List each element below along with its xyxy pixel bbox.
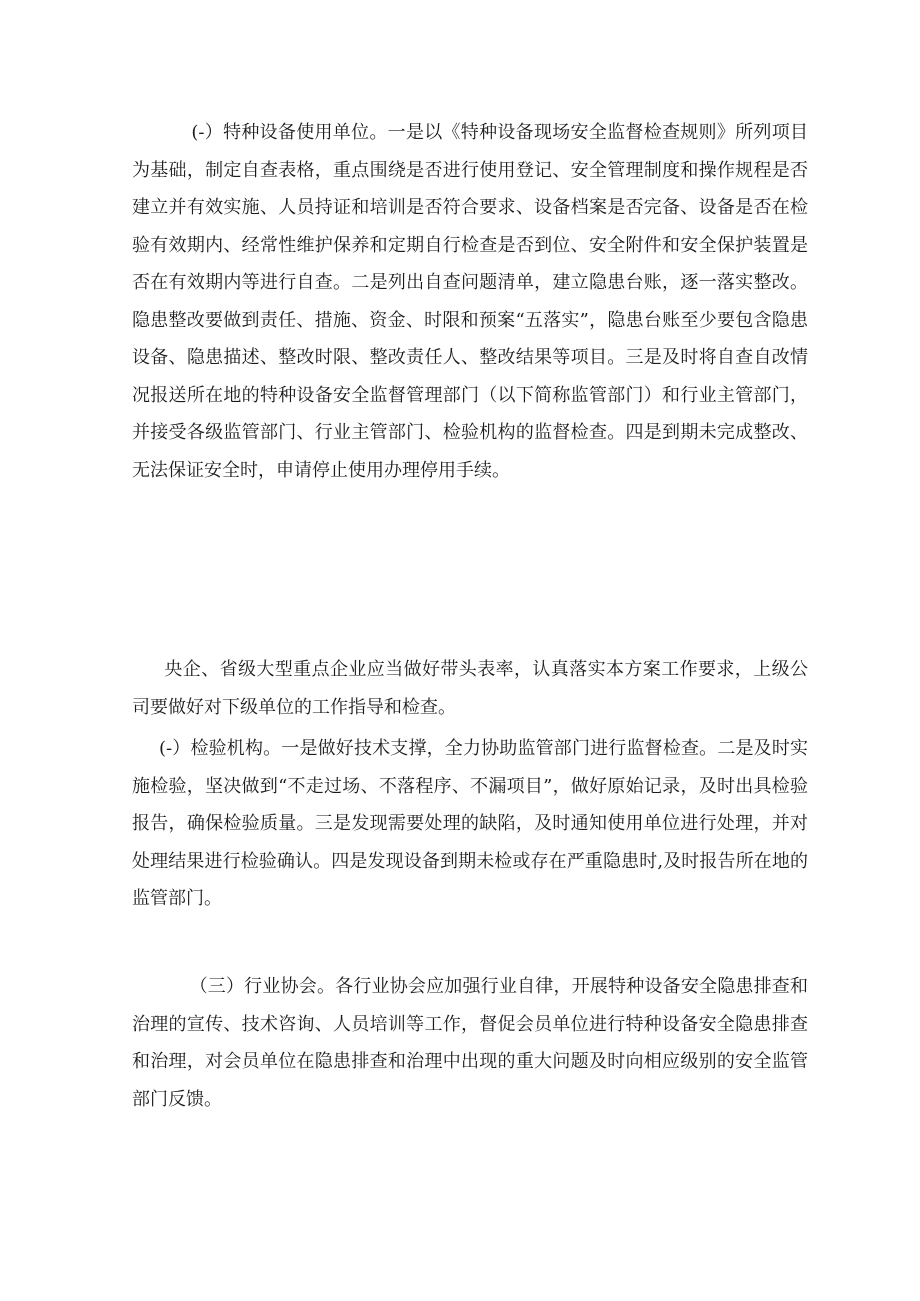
paragraph-industry-associations: （三）行业协会。各行业协会应加强行业自律，开展特种设备安全隐患排查和治理的宣传、技术咨询、人员培训等工作，督促会员单位进行特种设备安全隐患排查和治理，对会员单位在隐患排查和治理中出现的重大问题及时向相应级别的安全监管部门反馈。 bbox=[132, 976, 808, 1110]
paragraph-special-equipment-users: (-）特种设备使用单位。一是以《特种设备现场安全监督检查规则》所列项目为基础，制定自查表格，重点围绕是否进行使用登记、安全管理制度和操作规程是否建立并有效实施、人员持证和培训是否符合要求、设备档案是否完备、设备是否在检验有效期内、经常性维护保养和定期自行检查是否到位、安全附件和安全保护装置是否在有效期内等进行自查。二是列出自查问题清单，建立隐患台账，逐一落实整改。隐患整改要做到责任、措施、资金、时限和预案“五落实”，隐患台账至少要包含隐患设备、隐患描述、整改时限、整改责任人、整改结果等项目。三是及时将自查自改情况报送所在地的特种设备安全监督管理部门（以下简称监管部门）和行业主管部门，并接受各级监管部门、行业主管部门、检验机构的监督检查。四是到期未完成整改、无法保证安全时，申请停止使用办理停用手续。 bbox=[132, 122, 808, 481]
paragraph-inspection-agencies: (-）检验机构。一是做好技术支撑，全力协助监管部门进行监督检查。二是及时实施检验，坚决做到“不走过场、不落程序、不漏项目”，做好原始记录，及时出具检验报告，确保检验质量。三是发现需要处理的缺陷，及时通知使用单位进行处理，并对处理结果进行检验确认。四是发现设备到期未检或存在严重隐患时,及时报告所在地的监管部门。 bbox=[132, 738, 808, 909]
paragraph-central-enterprises: 央企、省级大型重点企业应当做好带头表率，认真落实本方案工作要求，上级公司要做好对下级单位的工作指导和检查。 bbox=[132, 659, 808, 718]
